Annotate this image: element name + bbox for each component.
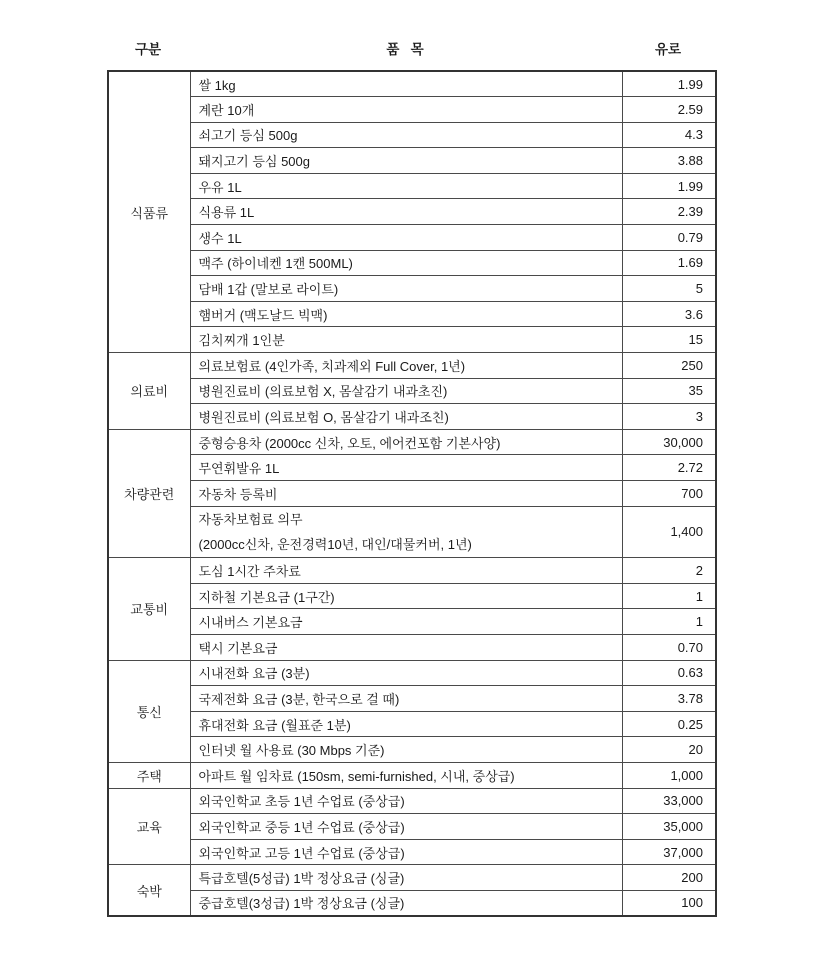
column-header-price: 유로 [654, 42, 682, 57]
table-row [108, 301, 716, 327]
price-cell: 1.99 [622, 173, 716, 199]
item-cell: 병원진료비 (의료보험 X, 몸살감기 내과초진) [190, 378, 622, 404]
table-row [108, 481, 716, 507]
table-row [108, 97, 716, 123]
item-cell: 중급호텔(3성급) 1박 정상요금 (싱글) [190, 890, 622, 916]
item-cell: 특급호텔(5성급) 1박 정상요금 (싱글) [190, 865, 622, 891]
price-table [107, 70, 717, 917]
table-row [108, 634, 716, 660]
item-cell: 외국인학교 초등 1년 수업료 (중상급) [190, 788, 622, 814]
table-row [108, 378, 716, 404]
item-cell [190, 506, 622, 558]
table-row [108, 173, 716, 199]
table-row [108, 122, 716, 148]
item-cell: 인터넷 월 사용료 (30 Mbps 기준) [190, 737, 622, 763]
item-cell: 지하철 기본요금 (1구간) [190, 583, 622, 609]
price-cell: 1,400 [622, 506, 716, 558]
table-row [108, 225, 716, 251]
item-cell: 쇠고기 등심 500g [190, 122, 622, 148]
table-row [108, 558, 716, 584]
table-row [108, 839, 716, 865]
item-cell: 생수 1L [190, 225, 622, 251]
table-row [108, 865, 716, 891]
price-cell: 15 [622, 327, 716, 353]
table-row [108, 506, 716, 558]
item-cell: 자동차 등록비 [190, 481, 622, 507]
category-cell: 교육 [108, 788, 190, 865]
item-line: 자동차보험료 의무 [198, 511, 303, 527]
price-cell: 3.88 [622, 148, 716, 174]
item-cell: 병원진료비 (의료보험 O, 몸살감기 내과조친) [190, 404, 622, 430]
price-cell: 2.72 [622, 455, 716, 481]
price-cell: 5 [622, 276, 716, 302]
price-cell: 3.6 [622, 301, 716, 327]
price-cell: 37,000 [622, 839, 716, 865]
item-cell: 도심 1시간 주차료 [190, 558, 622, 584]
price-cell: 1 [622, 609, 716, 635]
table-row [108, 788, 716, 814]
table-row [108, 814, 716, 840]
price-cell: 3 [622, 404, 716, 430]
price-cell: 2 [622, 558, 716, 584]
price-cell: 2.59 [622, 97, 716, 123]
price-cell: 0.63 [622, 660, 716, 686]
table-row [108, 327, 716, 353]
price-cell: 20 [622, 737, 716, 763]
item-cell: 휴대전화 요금 (월표준 1분) [190, 711, 622, 737]
category-cell: 주택 [108, 762, 190, 788]
item-cell: 돼지고기 등심 500g [190, 148, 622, 174]
item-cell: 외국인학교 고등 1년 수업료 (중상급) [190, 839, 622, 865]
table-row [108, 890, 716, 916]
category-cell: 식품류 [108, 71, 190, 353]
item-cell: 시내버스 기본요금 [190, 609, 622, 635]
table-row [108, 711, 716, 737]
item-cell: 쌀 1kg [190, 71, 622, 97]
item-cell: 우유 1L [190, 173, 622, 199]
price-cell: 0.70 [622, 634, 716, 660]
price-cell: 0.25 [622, 711, 716, 737]
item-cell: 택시 기본요금 [190, 634, 622, 660]
price-cell: 4.3 [622, 122, 716, 148]
price-cell: 1.69 [622, 250, 716, 276]
table-row [108, 686, 716, 712]
item-cell: 맥주 (하이네켄 1캔 500ML) [190, 250, 622, 276]
category-cell: 의료비 [108, 353, 190, 430]
price-cell: 1,000 [622, 762, 716, 788]
item-cell: 중형승용차 (2000cc 신차, 오토, 에어컨포함 기본사양) [190, 429, 622, 455]
item-line: (2000cc신차, 운전경력10년, 대인/대물커버, 1년) [198, 536, 472, 552]
item-cell: 외국인학교 중등 1년 수업료 (중상급) [190, 814, 622, 840]
price-cell: 3.78 [622, 686, 716, 712]
price-cell: 33,000 [622, 788, 716, 814]
table-row [108, 276, 716, 302]
column-header-category: 구분 [134, 42, 162, 57]
item-cell: 의료보험료 (4인가족, 치과제외 Full Cover, 1년) [190, 353, 622, 379]
price-cell: 30,000 [622, 429, 716, 455]
table-row [108, 429, 716, 455]
item-cell: 시내전화 요금 (3분) [190, 660, 622, 686]
column-header-item: 품 목 [386, 42, 424, 57]
price-cell: 0.79 [622, 225, 716, 251]
table-row [108, 583, 716, 609]
item-cell: 국제전화 요금 (3분, 한국으로 걸 때) [190, 686, 622, 712]
price-cell: 35,000 [622, 814, 716, 840]
table-row [108, 250, 716, 276]
category-cell: 차량관련 [108, 429, 190, 557]
table-row [108, 404, 716, 430]
category-cell: 교통비 [108, 558, 190, 660]
price-cell: 35 [622, 378, 716, 404]
price-table-body [108, 71, 716, 916]
price-cell: 250 [622, 353, 716, 379]
table-row [108, 762, 716, 788]
item-cell: 햄버거 (맥도날드 빅맥) [190, 301, 622, 327]
price-cell: 1 [622, 583, 716, 609]
category-cell: 숙박 [108, 865, 190, 916]
category-cell: 통신 [108, 660, 190, 762]
price-cell: 700 [622, 481, 716, 507]
table-row [108, 609, 716, 635]
item-cell: 식용류 1L [190, 199, 622, 225]
table-row [108, 199, 716, 225]
item-cell: 담배 1갑 (말보로 라이트) [190, 276, 622, 302]
table-row [108, 353, 716, 379]
item-cell: 계란 10개 [190, 97, 622, 123]
table-row [108, 737, 716, 763]
table-row [108, 455, 716, 481]
item-cell: 무연휘발유 1L [190, 455, 622, 481]
table-row [108, 71, 716, 97]
item-cell: 아파트 월 임차료 (150sm, semi-furnished, 시내, 중상급) [190, 762, 622, 788]
item-cell: 김치찌개 1인분 [190, 327, 622, 353]
table-row [108, 148, 716, 174]
price-cell: 100 [622, 890, 716, 916]
price-cell: 1.99 [622, 71, 716, 97]
table-row [108, 660, 716, 686]
price-cell: 200 [622, 865, 716, 891]
price-cell: 2.39 [622, 199, 716, 225]
